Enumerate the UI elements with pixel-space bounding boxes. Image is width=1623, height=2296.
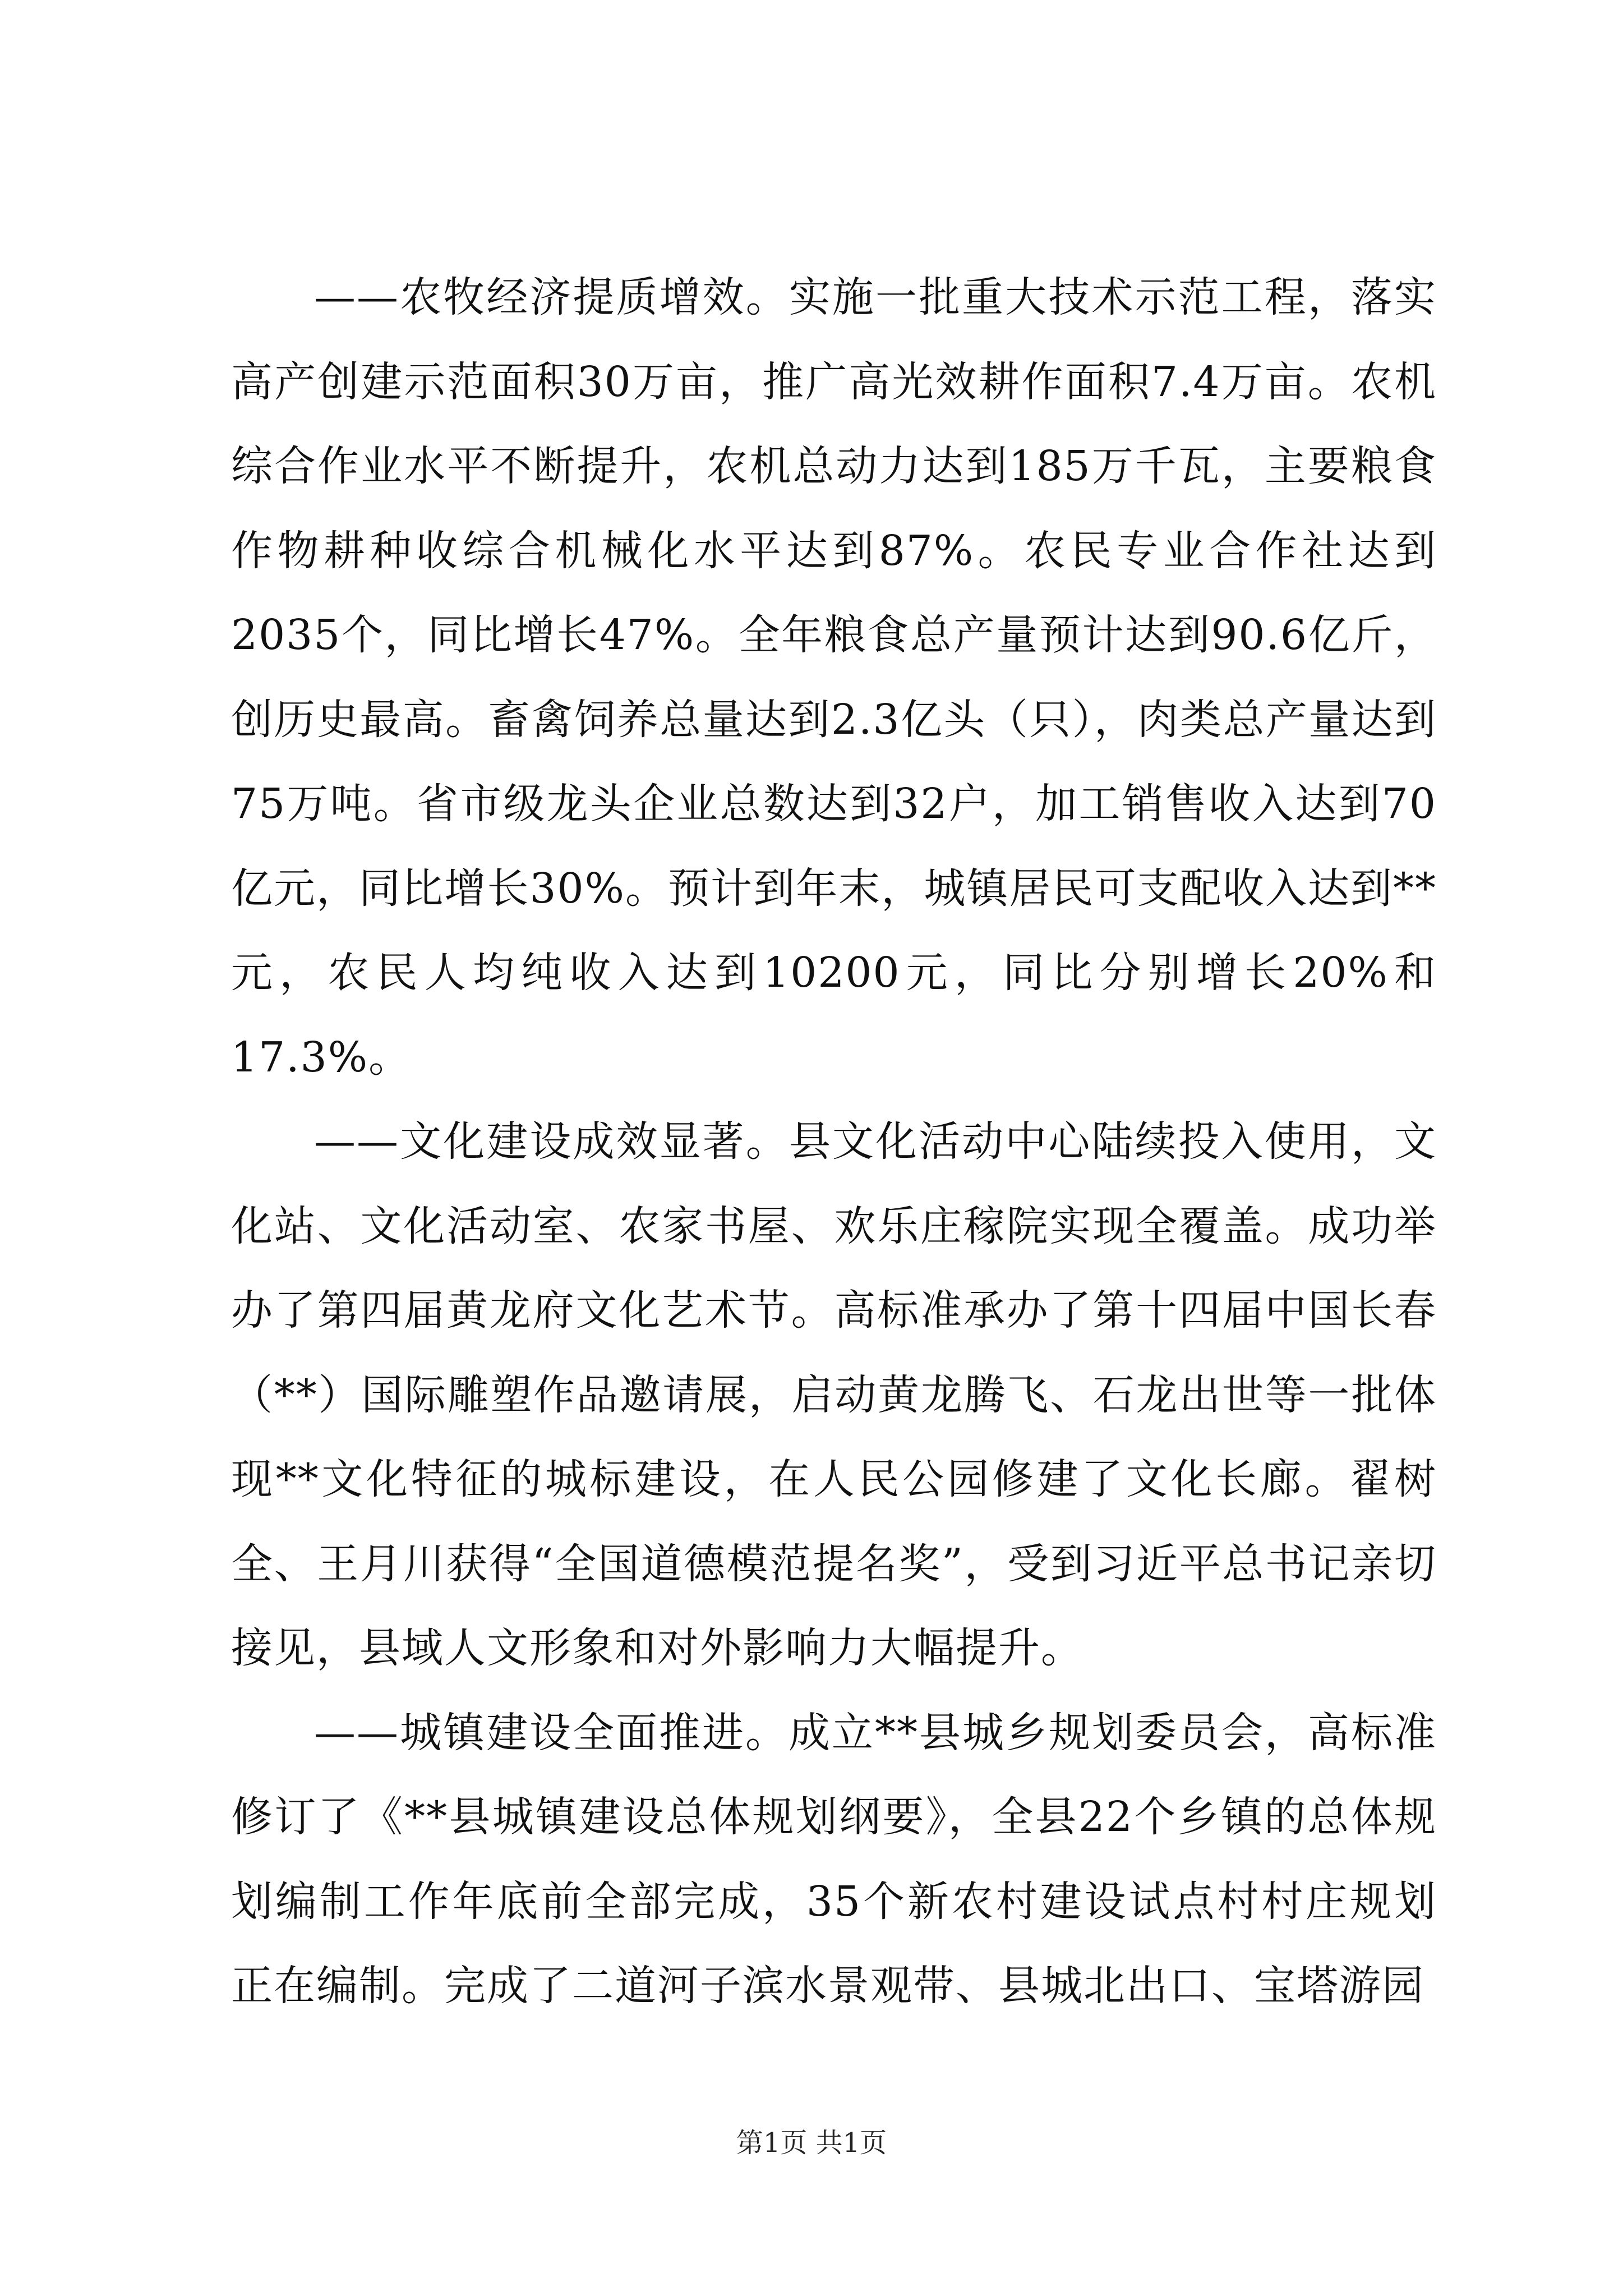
paragraph-urban-construction: ——城镇建设全面推进。成立**县城乡规划委员会，高标准修订了《**县城镇建设总体规划纲要》，全县22个乡镇的总体规划编制工作年底前全部完成，35个新农村建设试点村村庄规划正在编制。完成了二道河子滨水景观带、县城北出口、宝塔游园 — [231, 1708, 1437, 2010]
paragraph-culture: ——文化建设成效显著。县文化活动中心陆续投入使用，文化站、文化活动室、农家书屋、欢乐庄稼院实现全覆盖。成功举办了第四届黄龙府文化艺术节。高标准承办了第十四届中国长春（**）国际雕塑作品邀请展，启动黄龙腾飞、石龙出世等一批体现**文化特征的城标建设，在人民公园修建了文化长廊。翟树全、王月川获得“全国道德模范提名奖”，受到习近平总书记亲切接见，县域人文形象和对外影响力大幅提升。 — [231, 1117, 1437, 1672]
page-footer: 第1页 共1页 — [736, 2127, 887, 2159]
document-body — [231, 255, 1437, 2028]
paragraph-agriculture: ——农牧经济提质增效。实施一批重大技术示范工程，落实高产创建示范面积30万亩，推广高光效耕作面积7.4万亩。农机综合作业水平不断提升，农机总动力达到185万千瓦，主要粮食作物耕种收综合机械化水平达到87%。农民专业合作社达到2035个，同比增长47%。全年粮食总产量预计达到90.6亿斤，创历史最高。畜禽饲养总量达到2.3亿头（只），肉类总产量达到75万吨。省市级龙头企业总数达到32户，加工销售收入达到70亿元，同比增长30%。预计到年末，城镇居民可支配收入达到**元，农民人均纯收入达到10200元，同比分别增长20%和17.3%。 — [231, 273, 1437, 1082]
